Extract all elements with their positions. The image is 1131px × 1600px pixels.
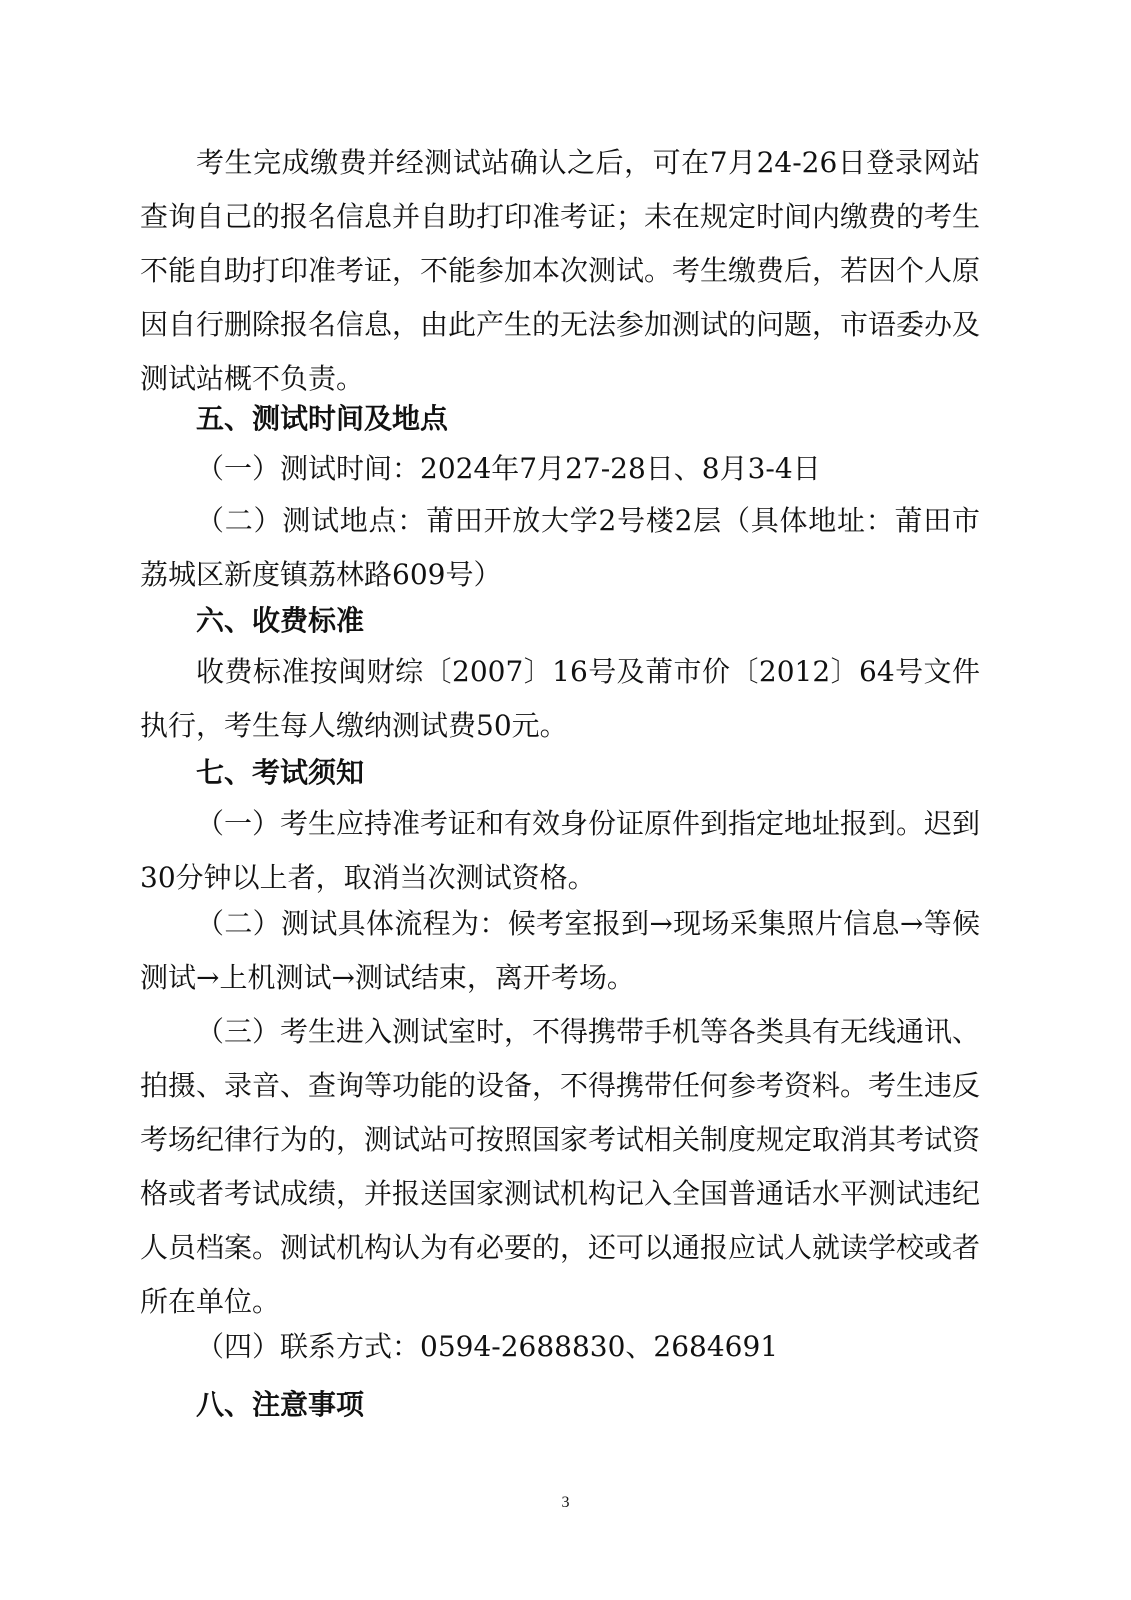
paragraph-exam-note-1: （一）考生应持准考证和有效身份证原件到指定地址报到。迟到30分钟以上者，取消当次测试资格。 xyxy=(140,807,981,894)
paragraph-contact-info: （四）联系方式：0594-2688830、2684691 xyxy=(196,1330,779,1363)
section-heading-fees: 六、收费标准 xyxy=(196,604,365,637)
paragraph-test-location: （二）测试地点：莆田开放大学2号楼2层（具体地址：莆田市荔城区新度镇荔林路609号） xyxy=(140,504,980,591)
section-heading-precautions: 八、注意事项 xyxy=(196,1388,365,1421)
paragraph-exam-note-2: （二）测试具体流程为：候考室报到→现场采集照片信息→等候测试→上机测试→测试结束，离开考场。 xyxy=(140,907,980,994)
paragraph-payment-confirmation: 考生完成缴费并经测试站确认之后，可在7月24-26日登录网站查询自己的报名信息并自助打印准考证；未在规定时间内缴费的考生不能自助打印准考证，不能参加本次测试。考生缴费后，若因个人原因自行删除报名信息，由此产生的无法参加测试的问题，市语委办及测试站概不负责。 xyxy=(140,146,981,395)
section-heading-exam-notes: 七、考试须知 xyxy=(196,756,365,789)
section-heading-time-location: 五、测试时间及地点 xyxy=(196,402,449,435)
paragraph-test-time: （一）测试时间：2024年7月27-28日、8月3-4日 xyxy=(196,452,821,485)
paragraph-fee-standard: 收费标准按闽财综〔2007〕16号及莆市价〔2012〕64号文件执行，考生每人缴纳测试费50元。 xyxy=(140,655,980,742)
page-number: 3 xyxy=(561,1494,570,1511)
paragraph-exam-note-3: （三）考生进入测试室时，不得携带手机等各类具有无线通讯、拍摄、录音、查询等功能的设备，不得携带任何参考资料。考生违反考场纪律行为的，测试站可按照国家考试相关制度规定取消其考试资格或者考试成绩，并报送国家测试机构记入全国普通话水平测试违纪人员档案。测试机构认为有必要的，还可以通报应试人就读学校或者所在单位。 xyxy=(140,1015,981,1318)
